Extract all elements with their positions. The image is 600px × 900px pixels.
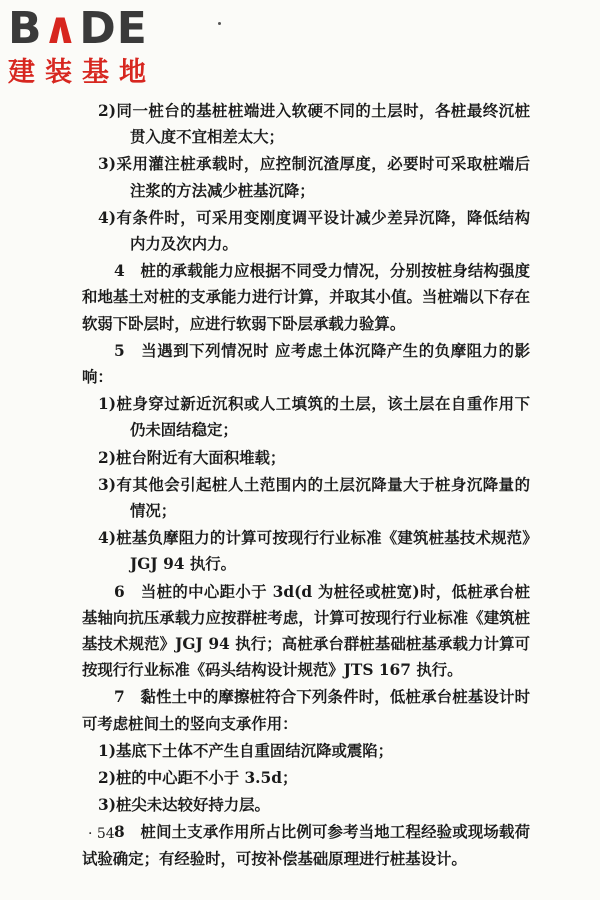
list-item: 3)采用灌注桩承载时，应控制沉渣厚度，必要时可采取桩端后注浆的方法减少桩基沉降； <box>98 155 530 200</box>
paragraph-4: 4 桩的承载能力应根据不同受力情况，分别按桩身结构强度和地基土对桩的支承能力进行计算，并取其小值。当桩端以下存在软弱下卧层时，应进行软弱下卧层承载力验算。 <box>82 262 530 333</box>
logo-letter-b: B <box>8 3 43 54</box>
list-item: 4)桩基负摩阻力的计算可按现行行业标准《建筑桩基技术规范》JGJ 94 执行。 <box>98 529 530 574</box>
paragraph-6: 6 当桩的中心距小于 3d(d 为桩径或桩宽)时，低桩承台桩基轴向抗压承载力应按群桩考虑，计算可按现行行业标准《建筑桩基技术规范》JGJ 94 执行；高桩承台群桩基础桩基承载力计算可按现行行业标准《码头结构设计规范》JTS 167 执行。 <box>82 582 530 680</box>
list-item: 2)同一桩台的基桩桩端进入软硬不同的土层时，各桩最终沉桩贯入度不宜相差太大； <box>98 102 530 147</box>
list-item: 4)有条件时，可采用变刚度调平设计减少差异沉降，降低结构内力及次内力。 <box>98 208 530 254</box>
logo <box>8 4 178 90</box>
logo-letters-de: DE <box>79 3 148 54</box>
logo-letter-a-mark: ∧ <box>42 3 80 54</box>
list-item: 1)桩身穿过新近沉积或人工填筑的土层，该土层在自重作用下仍未固结稳定； <box>98 395 530 440</box>
logo-subtitle: 建装基地 <box>8 57 156 88</box>
logo-wordmark <box>8 4 178 54</box>
document-body <box>82 98 530 873</box>
list-item: 2)桩的中心距不小于 3.5d； <box>98 769 298 788</box>
scan-dot <box>218 22 221 25</box>
paragraph-8: 8 桩间土支承作用所占比例可参考当地工程经验或现场载荷试验确定；有经验时，可按补偿基础原理进行桩基设计。 <box>82 823 530 868</box>
paragraph-5: 5 当遇到下列情况时 应考虑土体沉降产生的负摩阻力的影响： <box>82 341 530 387</box>
list-item: 1)基底下土体不产生自重固结沉降或震陷； <box>98 741 394 760</box>
list-item: 3)有其他会引起桩人土范围内的土层沉降量大于桩身沉降量的情况； <box>98 475 530 521</box>
page-number: · 54 · <box>88 826 124 842</box>
list-item: 3)桩尖未达较好持力层。 <box>98 796 270 815</box>
list-item: 2)桩台附近有大面积堆载； <box>98 448 286 467</box>
paragraph-7: 7 黏性土中的摩擦桩符合下列条件时，低桩承台桩基设计时可考虑桩间土的竖向支承作用： <box>82 688 530 733</box>
